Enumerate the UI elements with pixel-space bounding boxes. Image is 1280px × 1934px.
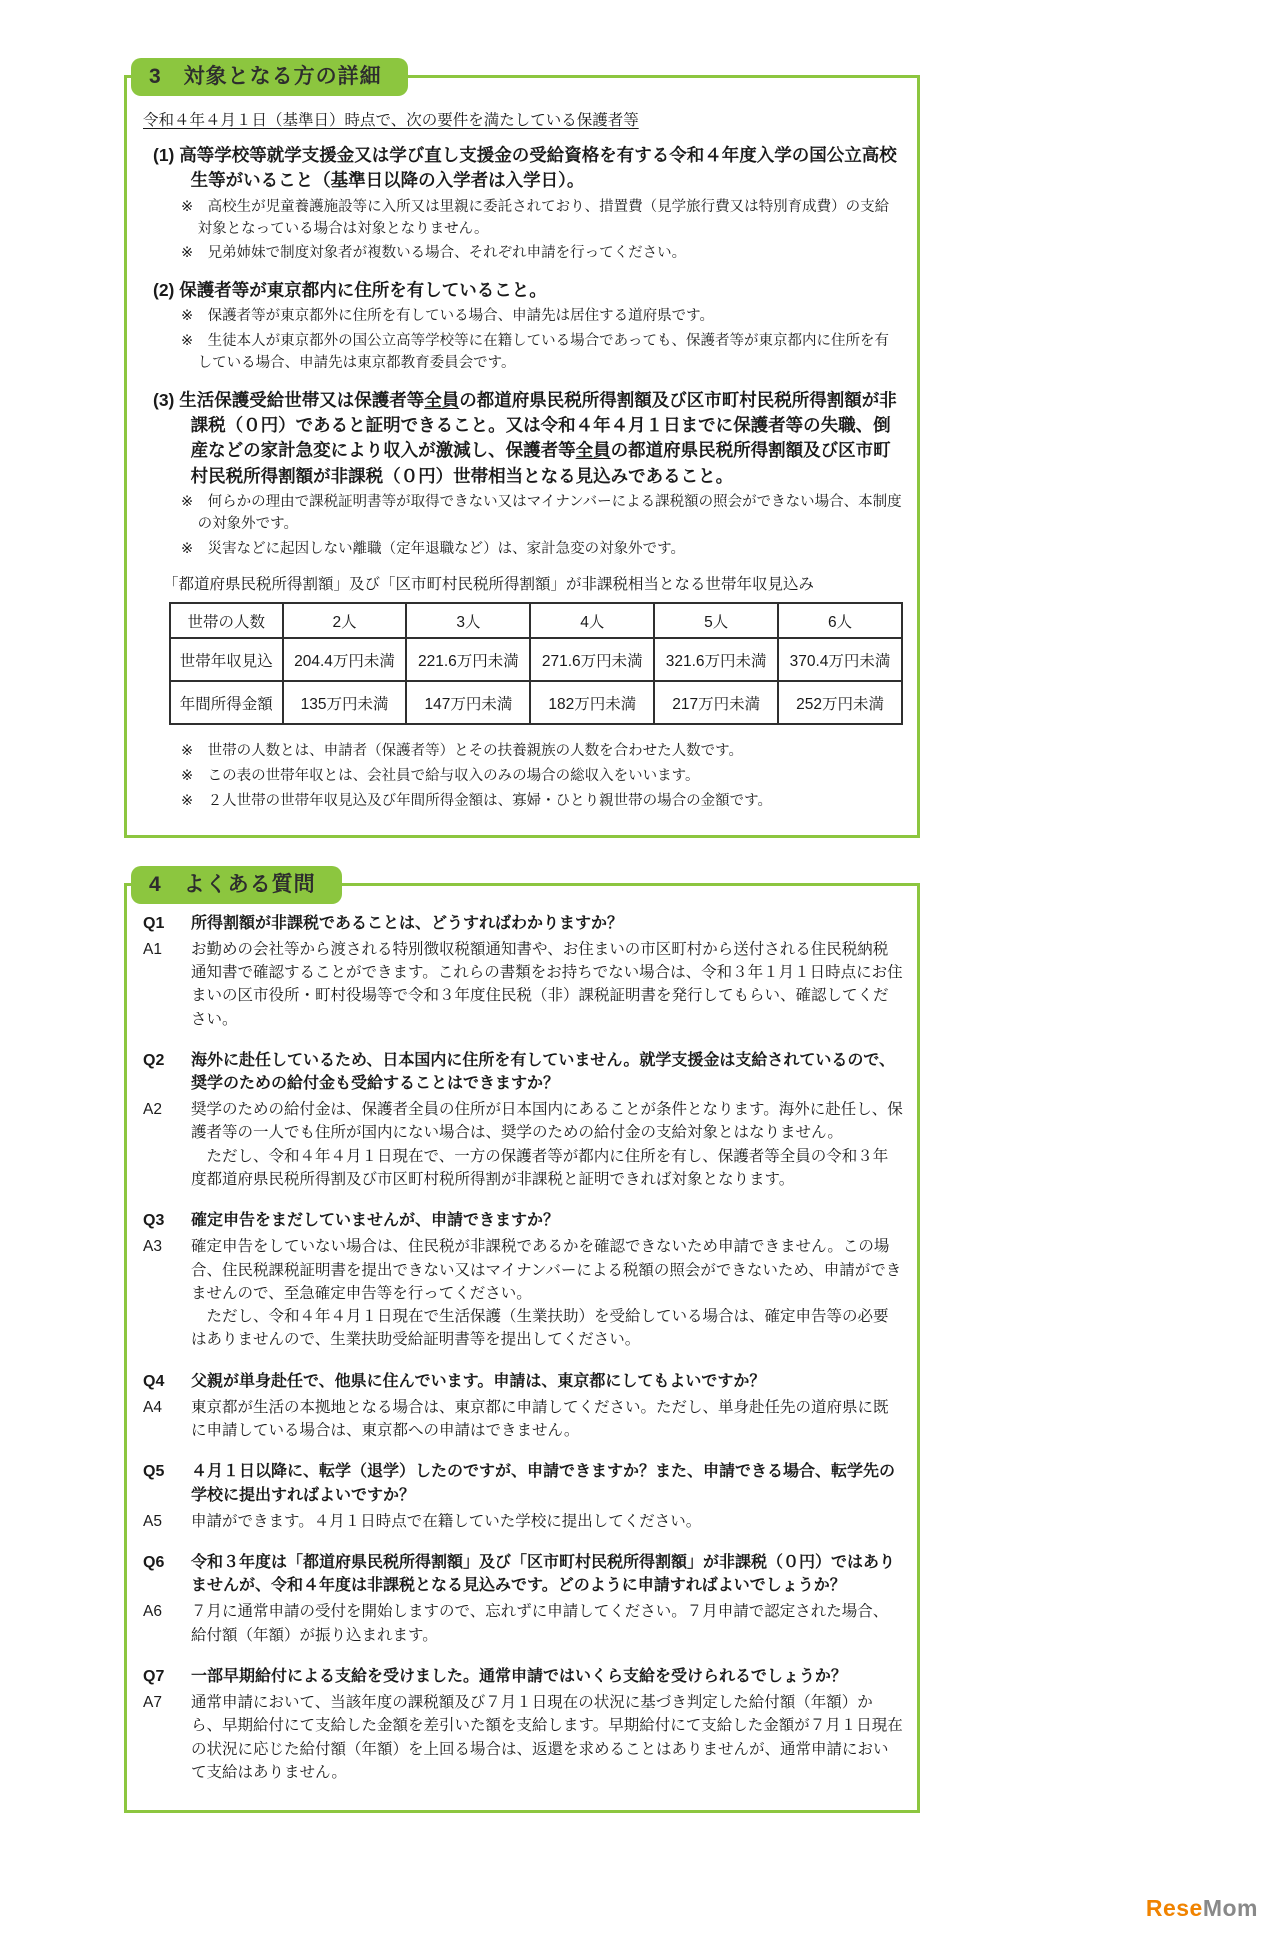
- cell: 182万円未満: [530, 681, 654, 724]
- requirement-3-note-1: [181, 492, 903, 536]
- question-label: Q7: [143, 1667, 165, 1685]
- answer-label: A3: [143, 1238, 162, 1256]
- faq-item-1: [143, 912, 903, 1031]
- section3-body: [127, 78, 917, 835]
- answer-row: [143, 1691, 903, 1784]
- section-faq-panel: [124, 872, 920, 1813]
- question-label: Q3: [143, 1212, 165, 1230]
- title-segment: の都道府県民税所得割額及び区市町村民税所得割額が非課税（０円）であると証明できること。又は令和４年４月１日までに保護者等の失職、倒産などの家計急変により収入が激減し、保護者等: [190, 389, 897, 461]
- row-label: 年間所得金額: [170, 681, 283, 724]
- income-table-row-yearly-amount: [170, 681, 902, 724]
- answer-text: [191, 1098, 903, 1191]
- header-6-person: 6人: [778, 603, 902, 638]
- note-marker: ※: [181, 308, 194, 325]
- answer-label: A2: [143, 1101, 162, 1119]
- header-5-person: 5人: [654, 603, 778, 638]
- logo-part-mom: Mom: [1202, 1895, 1258, 1921]
- question-text: 海外に赴任しているため、日本国内に住所を有していません。就学支援金は支給されているので、奨学のための給付金も受給することはできますか？: [191, 1051, 896, 1092]
- header-2-person: 2人: [283, 603, 407, 638]
- cell: 370.4万円未満: [778, 638, 902, 681]
- answer-text: 東京都が生活の本拠地となる場合は、東京都に申請してください。ただし、単身赴任先の道府県に既に申請している場合は、東京都への申請はできません。: [191, 1398, 889, 1440]
- faq-item-4: [143, 1370, 903, 1443]
- income-table-row-annual-income: [170, 638, 902, 681]
- question-text: 確定申告をまだしていませんが、申請できますか？: [191, 1212, 560, 1230]
- note-marker: ※: [181, 494, 194, 511]
- question-row: [143, 1460, 903, 1506]
- note-marker: ※: [181, 333, 194, 350]
- requirement-3: [141, 388, 903, 561]
- requirement-3-title: [153, 388, 903, 490]
- cell: 217万円未満: [654, 681, 778, 724]
- requirement-1-note-1: [181, 197, 903, 241]
- question-text: 一部早期給付による支給を受けました。通常申請ではいくら支給を受けられるでしょうか？: [191, 1667, 847, 1685]
- cell: 321.6万円未満: [654, 638, 778, 681]
- faq-item-5: [143, 1460, 903, 1533]
- answer-text: 通常申請において、当該年度の課税額及び７月１日現在の状況に基づき判定した給付額（年額）から、早期給付にて支給した金額を差引いた額を支給します。早期給付にて支給した金額が７月１日現在の状況に応じた給付額（年額）を上回る場合は、返還を求めることはありませんが、通常申請において支給はありません。: [191, 1694, 903, 1781]
- requirement-3-note-2: [181, 539, 903, 561]
- question-label: Q6: [143, 1553, 165, 1571]
- note-text: 保護者等が東京都外に住所を有している場合、申請先は居住する道府県です。: [207, 308, 714, 325]
- header-3-person: 3人: [406, 603, 530, 638]
- note-text: 兄弟姉妹で制度対象者が複数いる場合、それぞれ申請を行ってください。: [207, 245, 687, 262]
- answer-label: A5: [143, 1512, 162, 1530]
- requirement-1-title: (1) 高等学校等就学支援金又は学び直し支援金の受給資格を有する令和４年度入学の国公立高校生等がいること（基準日以降の入学者は入学日）。: [153, 145, 897, 191]
- income-table-notes: [181, 741, 903, 812]
- note-marker: ※: [181, 768, 194, 785]
- section4-body: [127, 886, 917, 1810]
- note-marker: ※: [181, 792, 194, 809]
- question-row: [143, 912, 903, 935]
- requirement-1: [141, 143, 903, 265]
- answer-row: [143, 1396, 903, 1443]
- question-label: Q5: [143, 1463, 165, 1481]
- header-household-size: 世帯の人数: [170, 603, 283, 638]
- answer-text: 申請ができます。４月１日時点で在籍していた学校に提出してください。: [191, 1512, 702, 1530]
- cell: 135万円未満: [283, 681, 407, 724]
- note-text: この表の世帯年収とは、会社員で給与収入のみの場合の総収入をいいます。: [207, 768, 700, 785]
- cell: 271.6万円未満: [530, 638, 654, 681]
- question-row: [143, 1665, 903, 1688]
- note-text: 災害などに起因しない離職（定年退職など）は、家計急変の対象外です。: [207, 540, 685, 557]
- section4-heading-label: 4 よくある質問: [149, 872, 316, 896]
- note-marker: ※: [181, 743, 194, 760]
- title-segment-underlined: 全員: [424, 389, 460, 410]
- income-table-caption: 「都道府県民税所得割額」及び「区市町村民税所得割額」が非課税相当となる世帯年収見込み: [163, 576, 815, 594]
- faq-item-3: [143, 1209, 903, 1351]
- question-label: Q2: [143, 1051, 165, 1069]
- cell: 147万円未満: [406, 681, 530, 724]
- title-segment-underlined: 全員: [575, 440, 611, 461]
- requirement-2: [141, 278, 903, 375]
- answer-text: お勤めの会社等から渡される特別徴収税額通知書や、お住まいの市区町村から送付される住民税納税通知書で確認することができます。これらの書類をお持ちでない場合は、令和３年１月１日時点にお住まいの区市役所・町村役場等で令和３年度住民税（非）課税証明書を発行してもらい、確認してください。: [191, 940, 903, 1028]
- section4-heading: [131, 866, 342, 904]
- section3-heading: [131, 58, 408, 96]
- note-marker: ※: [181, 245, 194, 262]
- answer-label: A4: [143, 1398, 162, 1416]
- cell: 221.6万円未満: [406, 638, 530, 681]
- resemom-logo: [1146, 1897, 1258, 1920]
- note-marker: ※: [181, 540, 194, 557]
- answer-label: A7: [143, 1694, 162, 1711]
- answer-row: [143, 1510, 903, 1533]
- answer-text: [191, 1235, 903, 1351]
- question-row: [143, 1209, 903, 1232]
- requirement-1-note-2: [181, 243, 903, 265]
- faq-item-2: [143, 1049, 903, 1191]
- answer-paragraph-2: ただし、令和４年４月１日現在で、一方の保護者等が都内に住所を有し、保護者等全員の令和３年度都道府県民税所得割及び市区町村税所得割が非課税と証明できれば対象となります。: [191, 1147, 889, 1188]
- table-note-3: [181, 791, 903, 813]
- requirement-2-title: (2) 保護者等が東京都内に住所を有していること。: [153, 280, 547, 300]
- section3-heading-label: 3 対象となる方の詳細: [149, 65, 382, 88]
- question-row: [143, 1551, 903, 1597]
- requirement-2-note-1: [181, 306, 903, 328]
- faq-item-6: [143, 1551, 903, 1647]
- faq-item-7: [143, 1665, 903, 1784]
- income-table: [169, 602, 903, 725]
- income-table-header-row: [170, 603, 902, 638]
- title-segment: の都道府県民税所得割額及び区市町村民税所得割額が非課税（０円）世帯相当となる見込みであること。: [190, 440, 891, 486]
- answer-paragraph-1: 確定申告をしていない場合は、住民税が非課税であるかを確認できないため申請できません。この場合、住民税課税証明書を提出できない又はマイナンバーによる税額の照会ができないため、申請ができませんので、至急確定申告等を行ってください。: [191, 1238, 902, 1302]
- answer-row: [143, 1235, 903, 1351]
- document-content: [124, 56, 920, 1813]
- question-text: 令和３年度は「都道府県民税所得割額」及び「区市町村民税所得割額」が非課税（０円）ではありませんが、令和４年度は非課税となる見込みです。どのように申請すればよいでしょうか？: [191, 1553, 896, 1595]
- row-label: 世帯年収見込: [170, 638, 283, 681]
- question-row: [143, 1370, 903, 1393]
- cell: 252万円未満: [778, 681, 902, 724]
- eligibility-lead: 令和４年４月１日（基準日）時点で、次の要件を満たしている保護者等: [143, 112, 639, 129]
- note-text: ２人世帯の世帯年収見込及び年間所得金額は、寡婦・ひとり親世帯の場合の金額です。: [207, 792, 772, 809]
- note-text: 高校生が児童養護施設等に入所又は里親に委託されており、措置費（見学旅行費又は特別育成費）の支給対象となっている場合は対象となりません。: [197, 198, 890, 237]
- requirement-2-note-2: [181, 331, 903, 375]
- answer-paragraph-1: 奨学のための給付金は、保護者全員の住所が日本国内にあることが条件となります。海外に赴任し、保護者等の一人でも住所が国内にない場合は、奨学のための給付金の支給対象とはなりません。: [191, 1101, 903, 1142]
- note-text: 生徒本人が東京都外の国公立高等学校等に在籍している場合であっても、保護者等が東京都内に住所を有している場合、申請先は東京都教育委員会です。: [197, 333, 890, 371]
- question-label: Q1: [143, 914, 165, 932]
- answer-row: [143, 938, 903, 1031]
- note-marker: ※: [181, 198, 194, 215]
- question-text: 父親が単身赴任で、他県に住んでいます。申請は、東京都にしてもよいですか？: [191, 1372, 766, 1390]
- answer-label: A1: [143, 940, 162, 958]
- answer-row: [143, 1098, 903, 1191]
- answer-text: ７月に通常申請の受付を開始しますので、忘れずに申請してください。７月申請で認定された場合、給付額（年額）が振り込まれます。: [191, 1603, 889, 1644]
- section-eligibility-panel: [124, 65, 920, 838]
- answer-paragraph-2: ただし、令和４年４月１日現在で生活保護（生業扶助）を受給している場合は、確定申告等の必要はありませんので、生業扶助受給証明書等を提出してください。: [191, 1308, 889, 1349]
- note-text: 何らかの理由で課税証明書等が取得できない又はマイナンバーによる課税額の照会ができない場合、本制度の対象外です。: [197, 494, 902, 532]
- answer-label: A6: [143, 1603, 162, 1621]
- logo-part-rese: Rese: [1145, 1895, 1203, 1921]
- cell: 204.4万円未満: [283, 638, 407, 681]
- question-label: Q4: [143, 1372, 165, 1390]
- question-row: [143, 1049, 903, 1095]
- note-text: 世帯の人数とは、申請者（保護者等）とその扶養親族の人数を合わせた人数です。: [207, 743, 743, 760]
- header-4-person: 4人: [530, 603, 654, 638]
- answer-row: [143, 1600, 903, 1647]
- table-note-1: [181, 741, 903, 763]
- title-segment: (3) 生活保護受給世帯又は保護者等: [153, 389, 425, 410]
- question-text: 所得割額が非課税であることは、どうすればわかりますか？: [191, 914, 624, 932]
- table-note-2: [181, 766, 903, 788]
- question-text: ４月１日以降に、転学（退学）したのですが、申請できますか？また、申請できる場合、転学先の学校に提出すればよいですか？: [191, 1463, 896, 1504]
